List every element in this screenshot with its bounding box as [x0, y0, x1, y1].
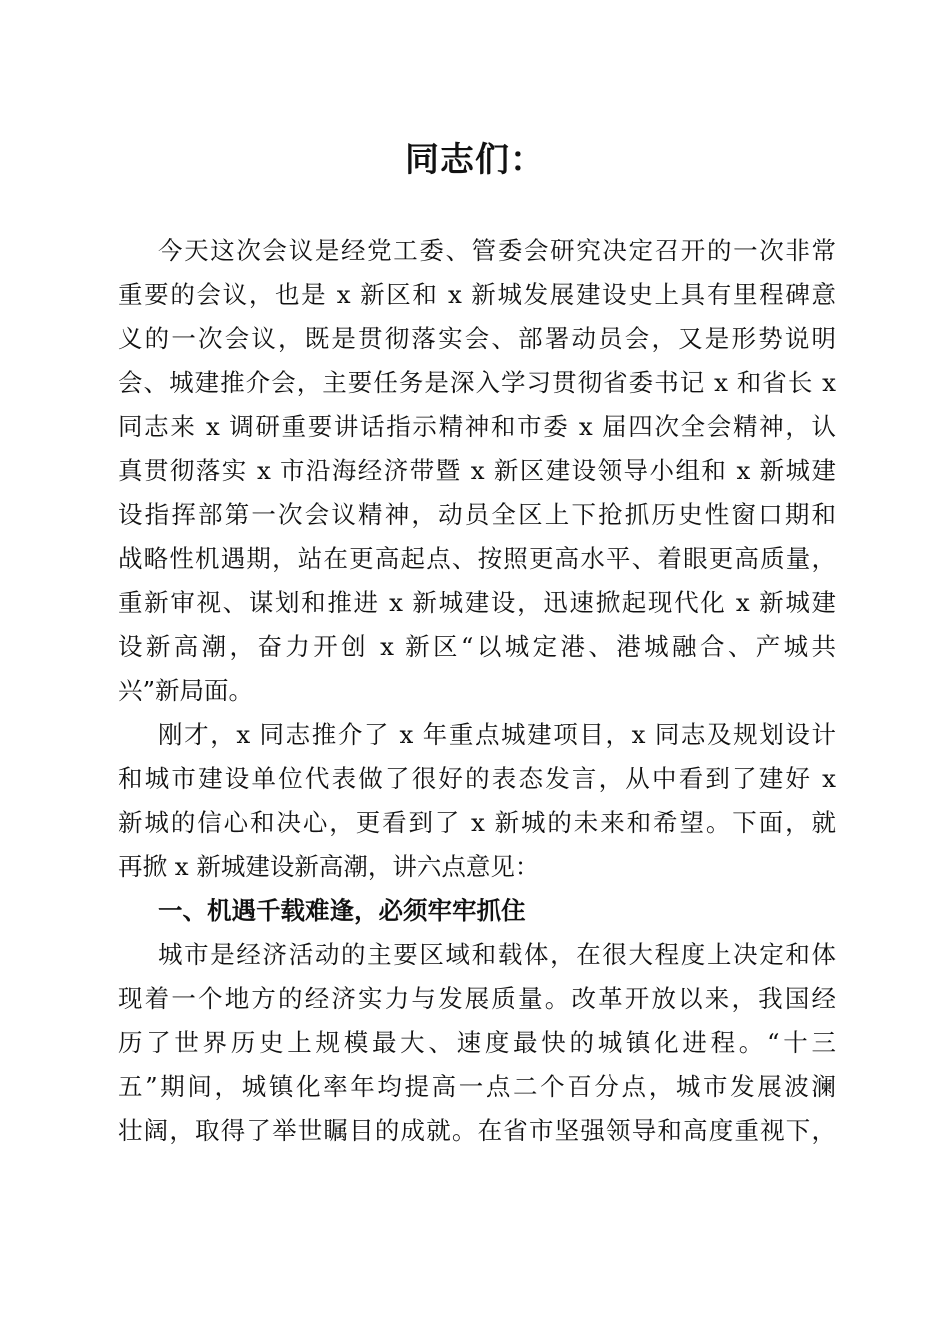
document-body — [118, 229, 836, 1153]
page-title: 同志们： — [405, 140, 545, 180]
text-line: 战略性机遇期，站在更高起点、按照更高水平、着眼更高质量， — [118, 544, 836, 573]
text-line: 历了世界历史上规模最大、速度最快的城镇化进程。“十三 — [118, 1028, 836, 1057]
text-line: 今天这次会议是经党工委、管委会研究决定召开的一次非常 — [158, 236, 836, 265]
text-line: 重要的会议，也是 x 新区和 x 新城发展建设史上具有里程碑意 — [118, 280, 836, 309]
text-line: 义的一次会议，既是贯彻落实会、部署动员会，又是形势说明 — [118, 324, 836, 353]
paragraph — [118, 713, 836, 889]
text-line: 设新高潮，奋力开创 x 新区“以城定港、港城融合、产城共 — [118, 632, 836, 661]
text-line: 重新审视、谋划和推进 x 新城建设，迅速掀起现代化 x 新城建 — [118, 588, 836, 617]
text-line: 会、城建推介会，主要任务是深入学习贯彻省委书记 x 和省长 x — [118, 368, 836, 397]
paragraph — [118, 229, 836, 713]
text-line: 真贯彻落实 x 市沿海经济带暨 x 新区建设领导小组和 x 新城建 — [118, 456, 836, 485]
text-line: 同志来 x 调研重要讲话指示精神和市委 x 届四次全会精神，认 — [118, 412, 836, 441]
text-line: 五”期间，城镇化率年均提高一点二个百分点，城市发展波澜 — [118, 1072, 836, 1101]
section-heading-text: 一、机遇千载难逢，必须牢牢抓住 — [158, 896, 526, 925]
text-line: 设指挥部第一次会议精神，动员全区上下抢抓历史性窗口期和 — [118, 500, 836, 529]
text-line: 再掀 x 新城建设新高潮，讲六点意见： — [118, 852, 540, 881]
text-line: 现着一个地方的经济实力与发展质量。改革开放以来，我国经 — [118, 984, 836, 1013]
text-line: 兴”新局面。 — [118, 676, 254, 705]
text-line: 刚才，x 同志推介了 x 年重点城建项目，x 同志及规划设计 — [158, 720, 836, 749]
paragraph — [118, 933, 836, 1153]
text-line: 壮阔，取得了举世瞩目的成就。在省市坚强领导和高度重视下， — [118, 1116, 836, 1145]
text-line: 城市是经济活动的主要区域和载体，在很大程度上决定和体 — [158, 940, 836, 969]
text-line: 新城的信心和决心，更看到了 x 新城的未来和希望。下面，就 — [118, 808, 836, 837]
text-line: 和城市建设单位代表做了很好的表态发言，从中看到了建好 x — [118, 764, 836, 793]
section-heading — [118, 889, 836, 933]
